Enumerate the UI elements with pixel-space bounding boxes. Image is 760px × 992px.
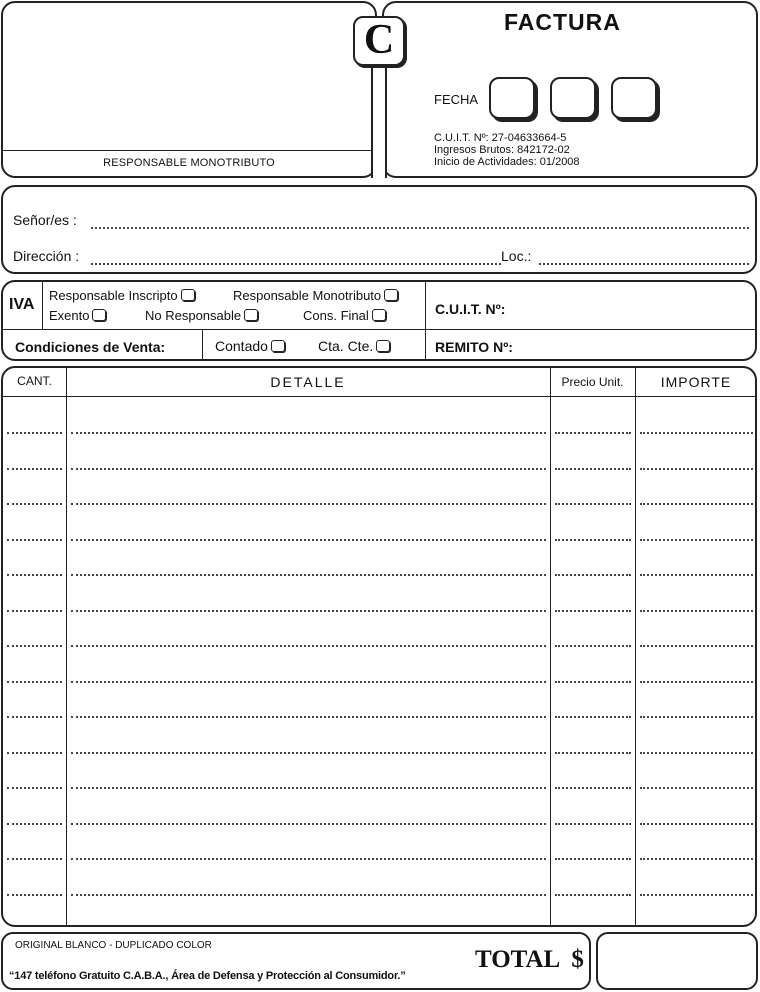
item-row-line[interactable] <box>555 432 631 434</box>
inicio-line: Inicio de Actividades: 01/2008 <box>434 156 580 168</box>
item-row-line[interactable] <box>555 539 631 541</box>
item-row-line[interactable] <box>640 468 753 470</box>
fecha-month-box[interactable] <box>550 77 596 119</box>
item-row-line[interactable] <box>71 645 546 647</box>
item-row-line[interactable] <box>555 823 631 825</box>
iva-cuit-divider <box>425 282 426 359</box>
item-row-line[interactable] <box>7 574 62 576</box>
venta-divider <box>202 329 203 359</box>
checkbox-icon[interactable] <box>271 340 285 352</box>
item-row-line[interactable] <box>71 432 546 434</box>
column-divider-precio <box>635 368 636 925</box>
item-row-line[interactable] <box>555 787 631 789</box>
item-row-line[interactable] <box>555 858 631 860</box>
item-row-line[interactable] <box>71 752 546 754</box>
item-row-line[interactable] <box>7 752 62 754</box>
invoice-type-letter: C <box>363 17 395 63</box>
item-row-line[interactable] <box>71 574 546 576</box>
checkbox-icon[interactable] <box>244 309 258 321</box>
item-row-line[interactable] <box>7 823 62 825</box>
copies-note: ORIGINAL BLANCO - DUPLICADO COLOR <box>15 940 212 951</box>
item-row-line[interactable] <box>555 610 631 612</box>
item-row-line[interactable] <box>640 823 753 825</box>
column-header-cant: CANT. <box>17 374 52 388</box>
item-row-line[interactable] <box>7 432 62 434</box>
checkbox-icon[interactable] <box>384 289 398 301</box>
venta-option-cta-cte[interactable]: Cta. Cte. <box>318 338 390 354</box>
invoice-title: FACTURA <box>504 9 621 35</box>
item-row-line[interactable] <box>71 894 546 896</box>
venta-option-contado[interactable]: Contado <box>215 338 285 354</box>
item-row-line[interactable] <box>71 716 546 718</box>
item-row-line[interactable] <box>71 823 546 825</box>
item-row-line[interactable] <box>7 716 62 718</box>
item-row-line[interactable] <box>71 681 546 683</box>
iva-option-responsable-inscripto[interactable]: Responsable Inscripto <box>49 288 195 303</box>
iva-option-exento[interactable]: Exento <box>49 308 106 323</box>
item-row-line[interactable] <box>555 503 631 505</box>
checkbox-icon[interactable] <box>92 309 106 321</box>
item-row-line[interactable] <box>7 539 62 541</box>
emitter-category-label: RESPONSABLE MONOTRIBUTO <box>103 157 275 169</box>
item-row-line[interactable] <box>7 787 62 789</box>
item-row-line[interactable] <box>555 681 631 683</box>
item-row-line[interactable] <box>640 610 753 612</box>
item-row-line[interactable] <box>640 681 753 683</box>
column-header-importe: IMPORTE <box>660 374 732 390</box>
remito-label: REMITO Nº: <box>435 339 513 355</box>
senores-field[interactable] <box>91 227 749 229</box>
item-row-line[interactable] <box>640 503 753 505</box>
iva-box <box>1 280 757 361</box>
item-row-line[interactable] <box>71 787 546 789</box>
item-row-line[interactable] <box>640 574 753 576</box>
table-header-divider <box>3 396 755 397</box>
column-divider-cant <box>66 368 67 925</box>
direccion-label: Dirección : <box>13 248 80 264</box>
client-box <box>1 185 757 274</box>
item-row-line[interactable] <box>640 787 753 789</box>
fecha-day-box[interactable] <box>489 77 535 119</box>
item-row-line[interactable] <box>640 645 753 647</box>
column-header-detalle: DETALLE <box>270 374 346 390</box>
column-header-precio-unit: Precio Unit. <box>561 375 624 389</box>
item-row-line[interactable] <box>7 681 62 683</box>
item-row-line[interactable] <box>555 894 631 896</box>
item-row-line[interactable] <box>555 752 631 754</box>
item-row-line[interactable] <box>555 574 631 576</box>
items-table <box>1 366 757 927</box>
checkbox-icon[interactable] <box>181 289 195 301</box>
item-row-line[interactable] <box>7 503 62 505</box>
item-row-line[interactable] <box>640 716 753 718</box>
loc-field[interactable] <box>539 263 749 265</box>
item-row-line[interactable] <box>640 539 753 541</box>
invoice-type-stem <box>371 56 387 178</box>
item-row-line[interactable] <box>71 610 546 612</box>
item-row-line[interactable] <box>71 503 546 505</box>
fecha-year-box[interactable] <box>611 77 657 119</box>
footer-box <box>1 932 591 990</box>
item-row-line[interactable] <box>71 858 546 860</box>
loc-label: Loc.: <box>501 248 532 264</box>
item-row-line[interactable] <box>640 858 753 860</box>
item-row-line[interactable] <box>640 752 753 754</box>
iva-label: IVA <box>9 296 35 313</box>
item-row-line[interactable] <box>7 858 62 860</box>
item-row-line[interactable] <box>555 468 631 470</box>
invoice-type-box <box>353 16 405 66</box>
iva-row-divider <box>3 329 755 330</box>
checkbox-icon[interactable] <box>372 309 386 321</box>
checkbox-icon[interactable] <box>376 340 390 352</box>
invoice-info-box <box>382 1 758 178</box>
item-row-line[interactable] <box>7 645 62 647</box>
item-row-line[interactable] <box>555 716 631 718</box>
total-label: TOTAL $ <box>475 946 584 973</box>
item-row-line[interactable] <box>640 894 753 896</box>
total-amount-field[interactable] <box>596 932 758 990</box>
emitter-box <box>1 1 377 178</box>
item-row-line[interactable] <box>7 468 62 470</box>
iva-label-divider <box>42 282 43 329</box>
iibb-line: Ingresos Brutos: 842172-02 <box>434 144 570 156</box>
direccion-field[interactable] <box>91 263 501 265</box>
senores-label: Señor/es : <box>13 212 77 228</box>
item-row-line[interactable] <box>640 432 753 434</box>
item-row-line[interactable] <box>71 539 546 541</box>
cuit-line: C.U.I.T. Nº: 27-04633664-5 <box>434 132 567 144</box>
iva-option-cons-final[interactable]: Cons. Final <box>303 308 386 323</box>
iva-option-responsable-monotributo[interactable]: Responsable Monotributo <box>233 288 398 303</box>
consumer-note: “147 teléfono Gratuito C.A.B.A., Área de Defensa y Protección al Consumidor.” <box>9 970 406 982</box>
condiciones-venta-label: Condiciones de Venta: <box>15 339 166 355</box>
emitter-divider <box>3 150 375 151</box>
item-row-line[interactable] <box>555 645 631 647</box>
item-row-line[interactable] <box>71 468 546 470</box>
column-divider-detalle <box>550 368 551 925</box>
item-row-line[interactable] <box>7 610 62 612</box>
iva-option-no-responsable[interactable]: No Responsable <box>145 308 258 323</box>
item-row-line[interactable] <box>7 894 62 896</box>
client-cuit-label: C.U.I.T. Nº: <box>435 301 506 317</box>
fecha-label: FECHA <box>434 92 479 107</box>
